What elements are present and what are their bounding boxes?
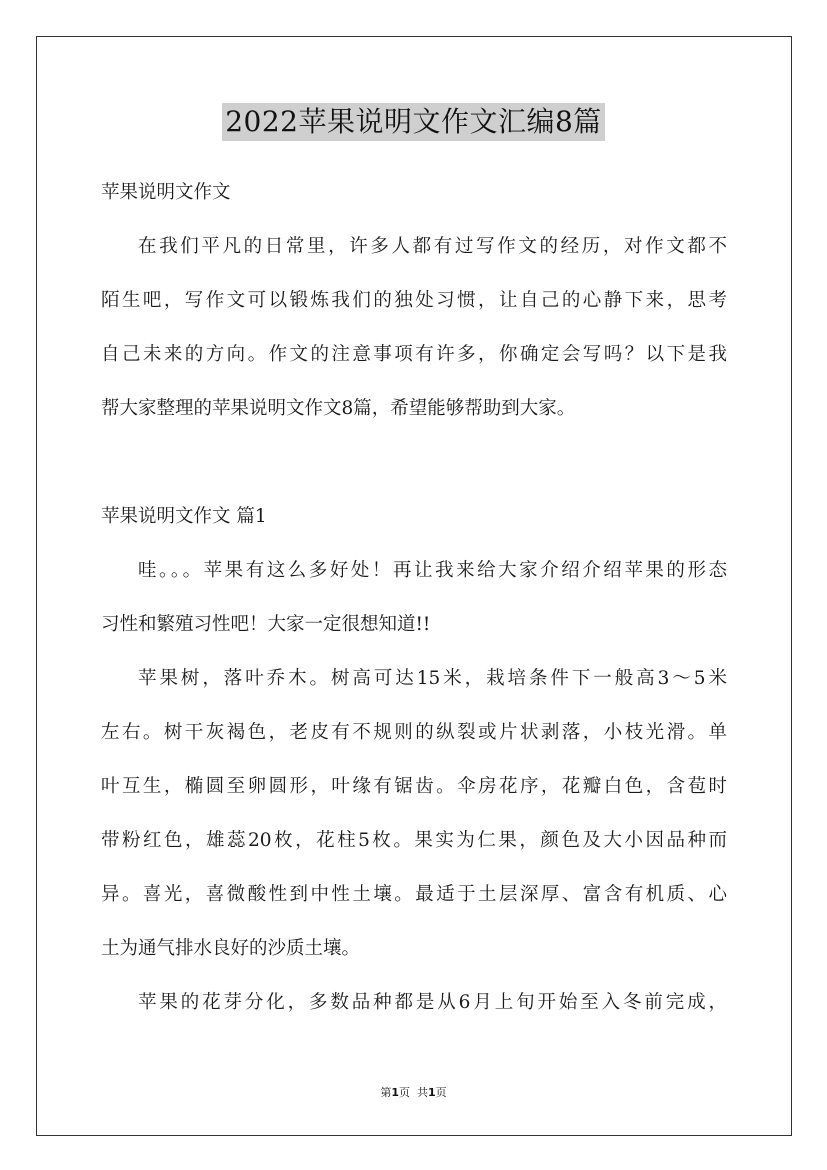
- article-paragraph-3: [101, 985, 727, 1021]
- intro-line: 陌生吧，写作文可以锻炼我们的独处习惯，让自己的心静下来，思考: [101, 290, 727, 311]
- paragraph-line: 哇。。。苹果有这么多好处！再让我来给大家介绍介绍苹果的形态: [138, 560, 727, 581]
- paragraph-line: 叶互生，椭圆至卵圆形，叶缘有锯齿。伞房花序，花瓣白色，含苞时: [101, 776, 727, 797]
- title-container: [0, 103, 827, 141]
- footer-page-current: 1: [391, 1086, 399, 1099]
- article-paragraph-2: [101, 661, 727, 967]
- intro-paragraph: [101, 229, 727, 427]
- footer-page-total: 1: [428, 1086, 436, 1099]
- article-heading: 苹果说明文作文 篇1: [101, 506, 267, 527]
- document-body: [101, 175, 727, 1021]
- paragraph-line: 左右。树干灰褐色，老皮有不规则的纵裂或片状剥落，小枝光滑。单: [101, 722, 727, 743]
- intro-line: 帮大家整理的苹果说明文作文8篇，希望能够帮助到大家。: [101, 398, 576, 419]
- intro-line: 自己未来的方向。作文的注意事项有许多，你确定会写吗？以下是我: [101, 344, 727, 365]
- paragraph-line: 习性和繁殖习性吧！大家一定很想知道!!: [101, 614, 431, 635]
- intro-line: 在我们平凡的日常里，许多人都有过写作文的经历，对作文都不: [138, 236, 727, 257]
- page-footer: [0, 1084, 827, 1100]
- section-heading: 苹果说明文作文: [101, 182, 231, 203]
- footer-page-prefix: 第: [380, 1086, 392, 1099]
- footer-page-mid: 页 共: [399, 1086, 428, 1099]
- article-paragraph-1: [101, 553, 727, 643]
- paragraph-line: 异。喜光，喜微酸性到中性土壤。最适于土层深厚、富含有机质、心: [101, 884, 727, 905]
- paragraph-line: 苹果树，落叶乔木。树高可达15米，栽培条件下一般高3～5米: [138, 668, 727, 689]
- paragraph-line: 苹果的花芽分化，多数品种都是从6月上旬开始至入冬前完成，: [138, 992, 727, 1013]
- footer-page-suffix: 页: [435, 1086, 447, 1099]
- paragraph-line: 土为通气排水良好的沙质土壤。: [101, 938, 361, 959]
- paragraph-line: 带粉红色，雄蕊20枚，花柱5枚。果实为仁果，颜色及大小因品种而: [101, 830, 727, 851]
- document-title: 2022苹果说明文作文汇编8篇: [222, 103, 605, 141]
